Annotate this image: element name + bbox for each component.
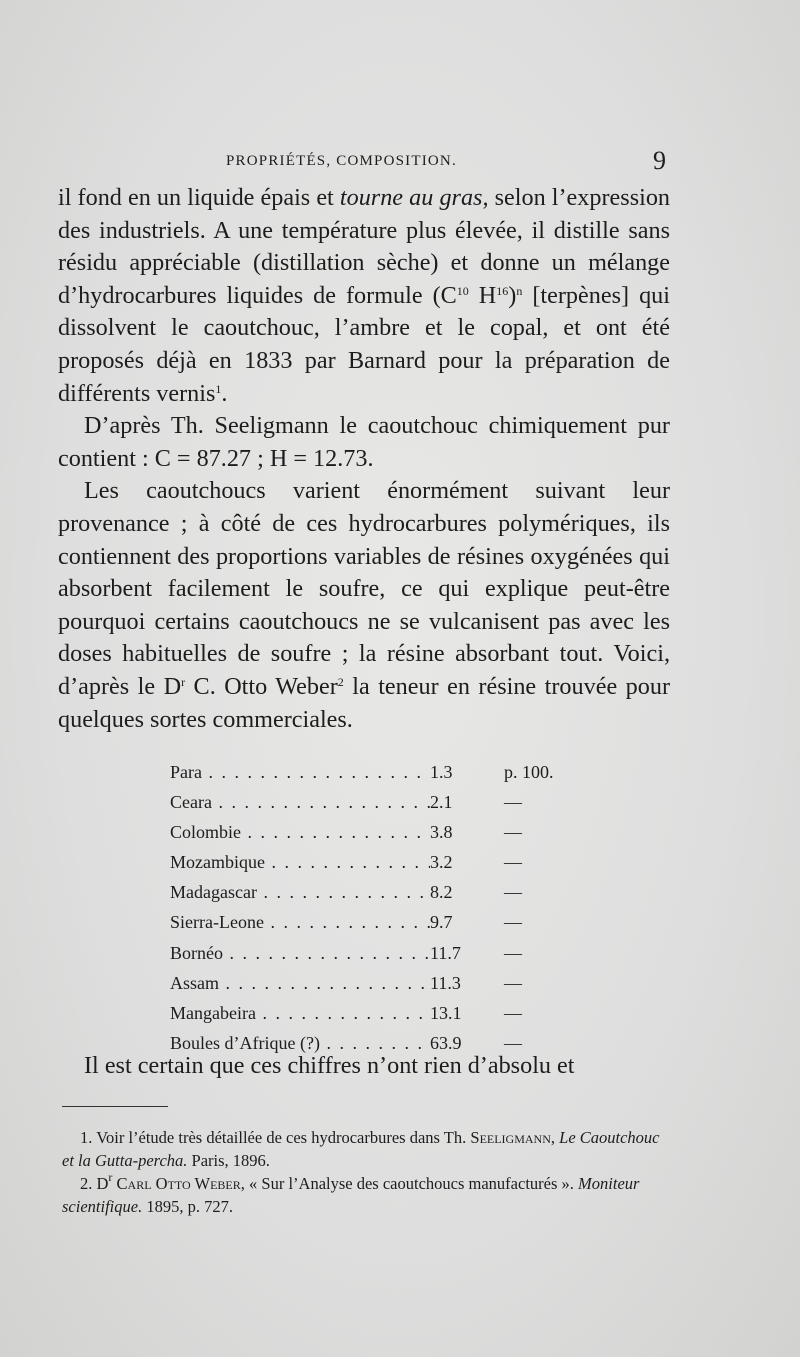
table-row [170, 847, 590, 877]
footnote-2: 2. $D^r$ Carl Otto Weber, « Sur l’Analyse des caoutchoucs manufacturés ». Moniteur scientifique. 1895, p. 727. [62, 1170, 640, 1216]
row-unit: — [504, 1002, 522, 1023]
table-row [170, 817, 590, 847]
row-value: 1.3 [430, 762, 453, 782]
page-header [226, 146, 666, 175]
footnote-rule [62, 1106, 168, 1107]
row-value: 11.7 [430, 942, 461, 963]
table-row [170, 998, 590, 1028]
paragraph-2: D’après Th. Seeligmann le caoutchouc chimiquement pur contient : C = 87.27 ; H = 12.73. [58, 412, 670, 472]
row-value: 2.1 [430, 792, 453, 813]
row-value: 9.7 [430, 912, 453, 933]
row-unit: p. 100. [504, 762, 554, 782]
row-name: Assam . . . [170, 968, 430, 998]
row-unit: — [504, 852, 522, 873]
row-unit: — [504, 882, 522, 903]
footnote-1: 1. Voir l’étude très détaillée de ces hydrocarbures dans Th. Seeligmann, Le Caoutchouc et la Gutta-percha. Paris, 1896. [62, 1128, 660, 1170]
row-unit: — [504, 942, 522, 963]
table-row [170, 938, 590, 968]
row-name: Madagascar . . . [170, 877, 430, 907]
row-name: Mangabeira . . . [170, 998, 430, 1028]
row-value: 3.2 [430, 852, 453, 873]
row-name: Mozambique . . . [170, 847, 430, 877]
footnotes [62, 1126, 672, 1218]
table-row [170, 787, 590, 817]
row-unit: — [504, 972, 522, 993]
row-name: Boules d’Afrique (?) . . . [170, 1028, 430, 1058]
running-title: PROPRIÉTÉS, COMPOSITION. [226, 153, 457, 169]
footnote-ref-1: 1 [215, 381, 222, 396]
paragraph-3: Les caoutchoucs varient énormément suivant leur provenance ; à côté de ces hydrocarbures polymériques, ils contiennent des proportions variables de résines oxygénées qui absorbent facilement le soufre, ce qui explique peut-être pourquoi certains caoutchoucs ne se vulcanisent pas avec les doses habituelles de soufre ; la résine absorbant tout. Voici, d’après le $D^r$ C. Otto Weber$^2$ la teneur en résine trouvée pour quelques sortes commerciales. [58, 477, 670, 733]
table-row [170, 757, 590, 787]
row-value: 3.8 [430, 822, 453, 843]
row-value: 13.1 [430, 1002, 462, 1023]
table-row [170, 877, 590, 907]
row-value: 8.2 [430, 882, 453, 903]
row-unit: — [504, 1032, 522, 1053]
paragraph-after-table: Il est certain que ces chiffres n’ont rien d’absolu et [84, 1052, 575, 1079]
row-name: Ceara . . . [170, 787, 430, 817]
row-unit: — [504, 912, 522, 933]
table-row [170, 907, 590, 937]
row-name: Colombie . . . [170, 817, 430, 847]
resin-content-table [170, 757, 590, 1058]
row-unit: — [504, 822, 522, 843]
page-number: 9 [653, 146, 666, 175]
row-name: Sierra-Leone . . . [170, 907, 430, 937]
row-name: Para . . . [170, 757, 430, 787]
row-unit: — [504, 792, 522, 813]
body-text [58, 182, 670, 736]
row-name: Bornéo . . . [170, 938, 430, 968]
footnote-ref-2: 2 [337, 674, 344, 689]
table-row [170, 968, 590, 998]
row-value: 11.3 [430, 972, 461, 993]
paragraph-1: il fond en un liquide épais et tourne au gras, selon l’expression des industriels. A une température plus élevée, il distille sans résidu appréciable (distillation sèche) et donne un mélange d’hydrocarbures liquides de formule ($C^{10}$ $H^{16})^n$ [terpènes] qui dissolvent le caoutchouc, l’ambre et le copal, et ont été proposés déjà en 1833 par Barnard pour la préparation de différents vernis$^1$. [58, 184, 671, 407]
row-value: 63.9 [430, 1032, 462, 1053]
